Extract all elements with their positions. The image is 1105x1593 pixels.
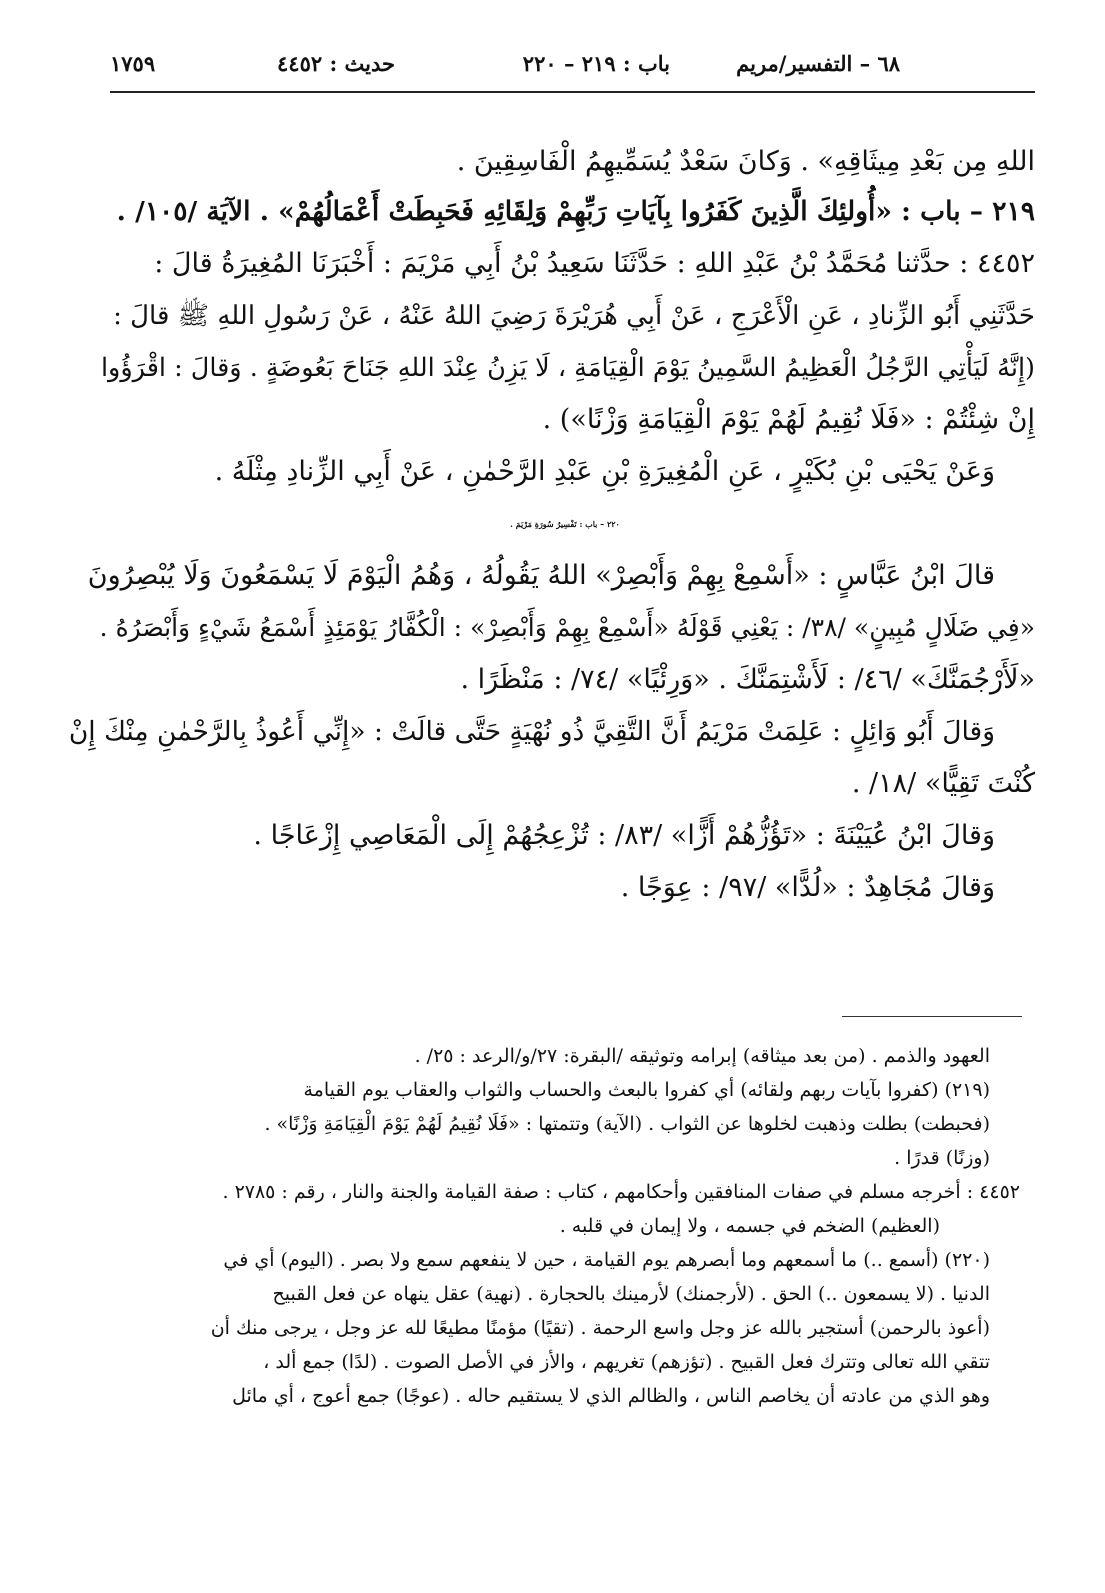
text-line: إِنْ شِئْتُمْ : «فَلَا نُقِيمُ لَهُمْ يَوْمَ الْقِيَامَةِ وَزْنًا») . (542, 404, 1035, 435)
footnote-divider (842, 1016, 1022, 1017)
text-line: «لَأَرْجُمَنَّكَ» /٤٦/ : لَأَشْتِمَنَّكَ . «وَرِئْيًا» /٧٤/ : مَنْظَرًا . (460, 664, 1035, 695)
text-line: وَقالَ ابْنُ عُيَيْنَةَ : «تَؤُزُّهُمْ أَزًّا» /٨٣/ : تُزْعِجُهُمْ إِلَى الْمَعَاصِي إِزْعَاجًا . (253, 820, 995, 851)
footnote-line: (فحبطت) بطلت وذهبت لخلوها عن الثواب . (الآية) وتتمتها : «فَلَا نُقِيمُ لَهُمْ يَوْمَ الْقِيَامَةِ وَزْنًا» . (264, 1113, 990, 1135)
footnote-line: (أعوذ بالرحمن) أستجير بالله عز وجل واسع الرحمة . (تقيًا) مؤمنًا مطيعًا لله عز وجل ، يرجى منك أن (210, 1317, 990, 1339)
bab-range: باب : ٢١٩ – ٢٢٠ (522, 51, 670, 76)
hadith-number: حديث : ٤٤٥٢ (277, 51, 395, 76)
text-line: (إِنَّهُ لَيَأْتِي الرَّجُلُ الْعَظِيمُ السَّمِينُ يَوْمَ الْقِيَامَةِ ، لَا يَزِنُ عِنْدَ اللهِ جَنَاحَ بَعُوضَةٍ . وَقالَ : اقْرَؤُوا (100, 353, 1035, 383)
text-line: كُنْتَ تَقِيًّا» /١٨/ . (851, 768, 1035, 799)
bab-heading-219: ٢١٩ – باب : «أُولئِكَ الَّذِينَ كَفَرُوا بِآيَاتِ رَبِّهِمْ وَلِقَائِهِ فَحَبِطَتْ أَعْمَالُهُمْ» . الآيَة /١٠٥/ . (116, 196, 1035, 227)
footnote-line: وهو الذي من عادته أن يخاصم الناس ، والظالم الذي لا يستقيم حاله . (عوجًا) جمع أعوج ، أي مائل (232, 1385, 990, 1407)
text-line: قالَ ابْنُ عَبَّاسٍ : «أَسْمِعْ بِهِمْ وَأَبْصِرْ» اللهُ يَقُولُهُ ، وَهُمُ الْيَوْمَ لَا يَسْمَعُونَ وَلَا يُبْصِرُونَ (87, 560, 995, 591)
footnote-line: تتقي الله تعالى وتترك فعل القبيح . (تؤزهم) تغريهم ، والأز في الأصل الصوت . (لدًا) جمع ألد ، (263, 1351, 990, 1373)
page-number: ١٧٥٩ (110, 51, 156, 76)
text-line: اللهِ مِن بَعْدِ مِيثَاقِهِ» . وَكانَ سَعْدٌ يُسَمِّيهِمُ الْفَاسِقِينَ . (456, 146, 1035, 177)
header-divider (110, 91, 1035, 93)
text-line: «فِي ضَلَالٍ مُبِينٍ» /٣٨/ : يَعْنِي قَوْلَهُ «أَسْمِعْ بِهِمْ وَأَبْصِرْ» : الْكُفَّارُ يَوْمَئِذٍ أَسْمَعُ شَيْءٍ وَأَبْصَرُهُ . (99, 613, 1035, 642)
footnote-line: العهود والذمم . (من بعد ميثاقه) إبرامه وتوثيقه /البقرة: ٢٧/و/الرعد : ٢٥/ . (414, 1045, 990, 1067)
footnote-line: (العظيم) الضخم في جسمه ، ولا إيمان في قلبه . (559, 1215, 940, 1237)
text-line: حَدَّثَنِي أَبُو الزِّنادِ ، عَنِ الْأَعْرَجِ ، عَنْ أَبِي هُرَيْرَةَ رَضِيَ اللهُ عَنْهُ ، عَنْ رَسُولِ اللهِ ﷺ قالَ : (113, 301, 1035, 331)
chapter-title: ٦٨ – التفسير/مريم (736, 51, 900, 76)
footnote-line: (٢١٩) (كفروا بآيات ربهم ولقائه) أي كفروا بالبعث والحساب والثواب والعقاب يوم القيامة (303, 1079, 990, 1101)
text-line: وَقالَ مُجَاهِدٌ : «لُدًّا» /٩٧/ : عِوَجًا . (620, 872, 995, 903)
text-line: ٤٤٥٢ : حدَّثنا مُحَمَّدُ بْنُ عَبْدِ اللهِ : حَدَّثَنَا سَعِيدُ بْنُ أَبِي مَرْيَمَ : أَخْبَرَنَا المُغِيرَةُ قالَ : (154, 248, 1035, 279)
footnote-line: (وزنًا) قدرًا . (894, 1147, 990, 1169)
footnote-line: ٤٤٥٢ : أخرجه مسلم في صفات المنافقين وأحكامهم ، كتاب : صفة القيامة والجنة والنار ، رقم : ٢٧٨٥ . (222, 1181, 1020, 1203)
footnote-line: الدنيا . (لا يسمعون ..) الحق . (لأرجمنك) لأرمينك بالحجارة . (نهية) عقل ينهاه عن فعل القبيح (272, 1283, 990, 1305)
bab-heading-220: ٢٢٠ – باب : تَفْسِيرُ سُورَةِ مَرْيَمَ . (510, 519, 620, 529)
text-line: وَقالَ أَبُو وَائِلٍ : عَلِمَتْ مَرْيَمُ أَنَّ التَّقِيَّ ذُو نُهْيَةٍ حَتَّى قالَتْ : «إِنِّي أَعُوذُ بِالرَّحْمٰنِ مِنْكَ إِنْ (68, 716, 995, 747)
running-header (110, 45, 900, 85)
text-line: وَعَنْ يَحْيَى بْنِ بُكَيْرٍ ، عَنِ الْمُغِيرَةِ بْنِ عَبْدِ الرَّحْمٰنِ ، عَنْ أَبِي الزِّنادِ مِثْلَهُ . (214, 456, 995, 487)
footnote-line: (٢٢٠) (أسمع ..) ما أسمعهم وما أبصرهم يوم القيامة ، حين لا ينفعهم سمع ولا بصر . (اليوم) أي في (223, 1249, 990, 1271)
